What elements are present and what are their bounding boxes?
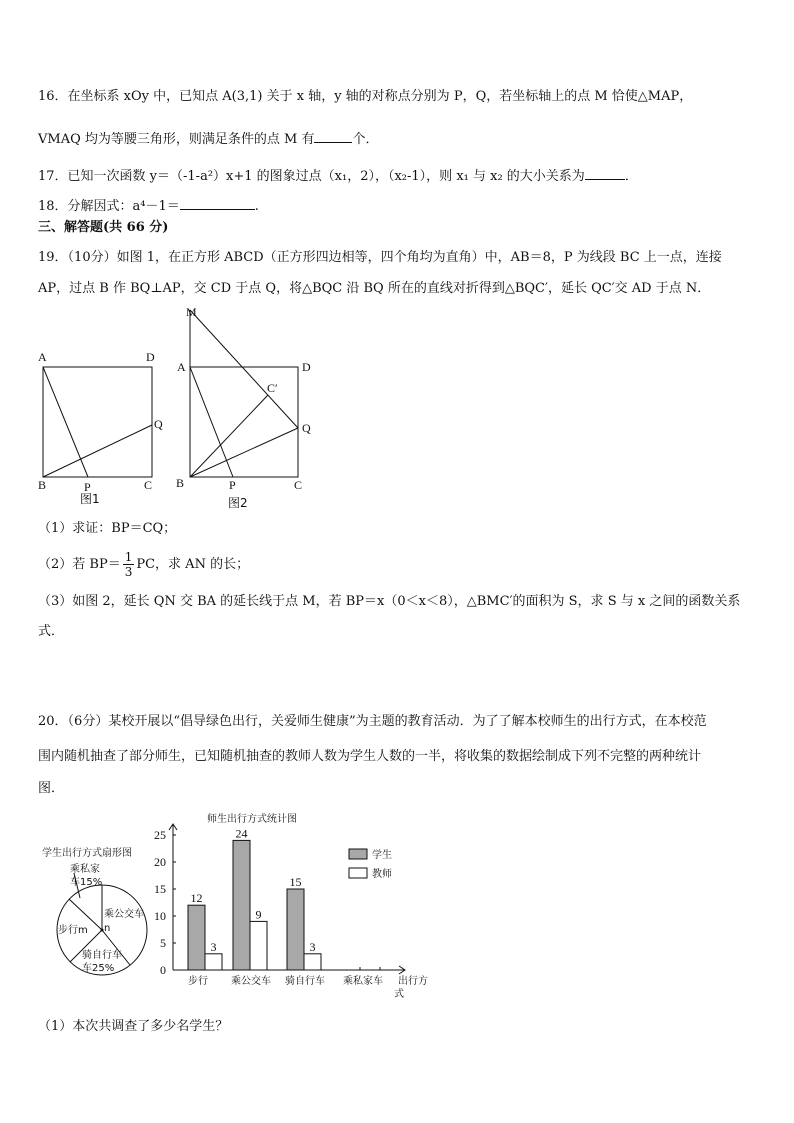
- legend-teacher: 教师: [372, 869, 392, 880]
- q20-line1: 20．（6分）某校开展以“倡导绿色出行，关爱师生健康”为主题的教育活动．为了了解本校师生的出行方式，在本校范: [38, 714, 707, 729]
- bar-value-label: 3: [309, 939, 316, 954]
- q18-text-end: .: [254, 199, 259, 214]
- q16-text-end: 个．: [352, 132, 379, 147]
- legend-swatch-student: [349, 849, 367, 859]
- bar-teacher: [205, 954, 222, 970]
- fig1-label-D: D: [146, 350, 155, 364]
- bar-student: [287, 889, 304, 970]
- q19-part3-line1: （3）如图 2，延长 QN 交 BA 的延长线于点 M，若 BP＝x（0＜x＜8），△BMC′的面积为 S，求 S 与 x 之间的函数关系: [38, 594, 741, 609]
- legend-student: 学生: [372, 850, 392, 861]
- y-tick-label: 15: [154, 882, 166, 896]
- x-axis-label: 出行方: [398, 976, 428, 987]
- q20-line2: 围内随机抽查了部分师生，已知随机抽查的教师人数为学生人数的一半，将收集的数据绘制成下列不完整的两种统计: [38, 749, 702, 764]
- pie-title: 学生出行方式扇形图: [42, 848, 132, 859]
- denominator: 3: [124, 565, 133, 579]
- q19-line1: 19．（10分）如图 1，在正方形 ABCD（正方形四边相等，四个角均为直角）中，AB＝8，P 为线段 BC 上一点，连接: [38, 250, 722, 265]
- y-tick-label: 25: [154, 828, 166, 842]
- fig2-label-M: M: [186, 305, 197, 319]
- bar-value-label: 15: [289, 875, 302, 889]
- bar-value-label: 12: [190, 891, 203, 906]
- q19-part3-line2: 式．: [38, 624, 65, 639]
- y-tick-label: 0: [160, 963, 166, 977]
- pie-label-bus: 乘公交车: [104, 909, 144, 920]
- fig1-label-B: B: [38, 478, 47, 492]
- q19-line2: AP，过点 B 作 BQ⊥AP，交 CD 于点 Q，将△BQC 沿 BQ 所在的直线对折得到△BQC′，延长 QC′交 AD 于点 N．: [38, 281, 711, 296]
- fig2-label-B: B: [176, 476, 185, 490]
- x-axis-label-2: 式: [394, 989, 404, 1000]
- fig1-label-Q: Q: [154, 417, 163, 431]
- section-heading: 三、解答题(共 66 分): [38, 220, 169, 235]
- fig2-label-P: P: [229, 478, 236, 492]
- bar-teacher: [250, 921, 267, 970]
- fig2-label-A: A: [177, 360, 186, 374]
- bar-chart: [154, 812, 428, 1000]
- pie-chart: [42, 846, 147, 975]
- fig1-label-P: P: [84, 480, 91, 494]
- bar-value-label: 9: [255, 907, 262, 922]
- pie-label-n: n: [104, 923, 111, 934]
- fig2-caption: 图2: [228, 496, 248, 510]
- bar-value-label: 24: [235, 826, 248, 841]
- q20-line3: 图．: [38, 781, 65, 796]
- fig2-label-C: C: [294, 478, 303, 492]
- q20-part1: （1）本次共调查了多少名学生？: [38, 1019, 229, 1034]
- x-tick-label: 乘私家车: [343, 976, 383, 987]
- bar-student: [188, 905, 205, 970]
- q16-text: VMAQ 均为等腰三角形，则满足条件的点 M 有: [38, 132, 315, 147]
- x-tick-label: 步行: [188, 976, 208, 987]
- fig1-caption: 图1: [80, 492, 100, 506]
- y-tick-label: 5: [160, 936, 166, 950]
- q16-line1: 16．在坐标系 xOy 中，已知点 A(3,1) 关于 x 轴，y 轴的对称点分别为 P，Q，若坐标轴上的点 M 恰使△MAP，: [38, 89, 693, 104]
- pie-label-walk: 步行m: [58, 925, 88, 936]
- q19-part2-text: （2）若 BP＝: [38, 557, 121, 572]
- fig2-label-C-prime: C′: [267, 381, 278, 395]
- q19-part2-text-end: PC，求 AN 的长；: [136, 557, 250, 572]
- pie-label-car-pct: 车15%: [70, 877, 103, 888]
- bar-teacher: [304, 954, 321, 970]
- pie-label-car: 乘私家: [70, 864, 100, 875]
- x-tick-label: 骑自行车: [285, 976, 325, 987]
- bar-value-label: 3: [210, 939, 217, 954]
- numerator: 1: [124, 550, 133, 564]
- legend-swatch-teacher: [349, 868, 367, 878]
- pie-label-bike-pct: 车25%: [82, 963, 115, 974]
- q18-text: 18．分解因式：a⁴－1＝: [38, 199, 180, 214]
- y-tick-label: 20: [154, 855, 166, 869]
- q17-text-end: ．: [624, 169, 638, 184]
- fig1-label-C: C: [144, 478, 153, 492]
- fig1-label-A: A: [38, 350, 47, 364]
- bar-student: [233, 840, 250, 970]
- q17-text: 17．已知一次函数 y＝（-1-a²）x+1 的图象过点（x₁，2），（x₂-1），则 x₁ 与 x₂ 的大小关系为: [38, 169, 585, 184]
- pie-label-bike: 骑自行车: [82, 950, 122, 961]
- x-tick-label: 乘公交车: [231, 976, 271, 987]
- fig2-label-D: D: [302, 360, 311, 374]
- q19-part1: （1）求证：BP＝CQ；: [38, 521, 177, 536]
- y-tick-label: 10: [154, 909, 166, 923]
- bar-title: 师生出行方式统计图: [207, 814, 297, 825]
- fig2-label-Q: Q: [302, 421, 311, 435]
